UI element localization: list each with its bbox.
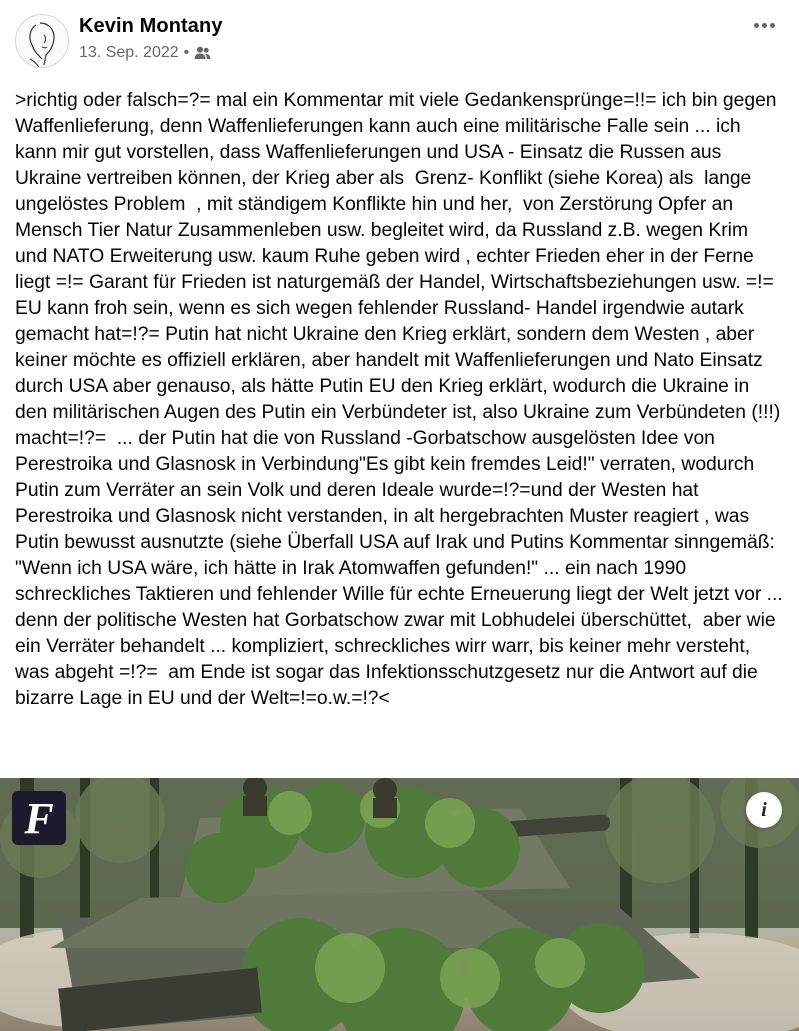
info-icon[interactable]: i bbox=[746, 792, 782, 828]
avatar-sketch-icon bbox=[16, 15, 69, 68]
post-date[interactable]: 13. Sep. 2022 bbox=[79, 44, 179, 61]
friends-icon[interactable] bbox=[194, 46, 211, 60]
more-options-dot bbox=[770, 23, 775, 28]
more-options-button[interactable] bbox=[747, 12, 781, 38]
post-header bbox=[0, 0, 799, 80]
publisher-logo[interactable]: F bbox=[12, 791, 66, 845]
more-options-icon bbox=[754, 23, 759, 28]
post-text: >richtig oder falsch=?= mal ein Kommentar mit viele Gedankensprünge=!!= ich bin gegen Waffenlieferung, denn Waffenlieferungen kann auch eine militärische Falle sein ... ich kann mir gut vorstellen, dass Waffenlieferungen und USA - Einsatz die Russen aus Ukraine vertreiben können, der Krieg aber als Grenz- Konflikt (siehe Korea) als lange ungelöstes Problem , mit ständigem Konflikte hin und her, von Zerstörung Opfer an Mensch Tier Natur Zusammenleben usw. begleitet wird, da Russland z.B. wegen Krim und NATO Erweiterung usw. kaum Ruhe geben wird , echter Frieden eher in der Ferne liegt =!= Garant für Frieden ist naturgemäß der Handel, Wirtschaftsbeziehungen usw. =!= EU kann froh sein, wenn es sich wegen fehlender Russland- Handel irgendwie autark gemacht hat=!?= Putin hat nicht Ukraine den Krieg erklärt, sondern dem Westen , aber keiner möchte es offiziell erklären, aber handelt mit Waffenlieferungen und Nato Einsatz durch USA aber genauso, als hätte Putin EU den Krieg erklärt, wodurch die Ukraine in den militärischen Augen des Putin ein Verbündeter ist, also Ukraine zum Verbündeten (!!!) macht=!?= ... der Putin hat die von Russland -Gorbatschow ausgelösten Idee von Perestroika und Glasnosk in Verbindung"Es gibt kein fremdes Leid!" verraten, wodurch Putin zum Verräter an sein Volk und deren Ideale wurde=!?=und der Westen hat Perestroika und Glasnosk nicht verstanden, in alt hergebrachten Muster reagiert , was Putin bewusst ausnutzte (siehe Überfall USA auf Irak und Putins Kommentar sinngemäß: "Wenn ich USA wäre, ich hätte in Irak Atomwaffen gefunden!" ... ein nach 1990 schreckliches Taktieren und fehlender Wille für echte Erneuerung liegt der Welt jetzt vor ... denn der politische Westen hat Gorbatschow zwar mit Lobhudelei überschüttet, aber wie ein Verräter behandelt ... kompliziert, schreckliches wirr warr, bis keiner mehr versteht, was abgeht =!?= am Ende ist sogar das Infektionsschutzgesetz nur die Antwort auf die bizarre Lage in EU und der Welt=!=o.w.=!?< bbox=[15, 90, 789, 709]
meta-separator: • bbox=[183, 44, 190, 61]
author-name[interactable]: Kevin Montany bbox=[79, 15, 223, 37]
link-preview-image[interactable] bbox=[0, 778, 799, 1031]
more-options-dot bbox=[762, 23, 767, 28]
author-avatar[interactable] bbox=[15, 14, 69, 68]
tank-photo bbox=[0, 778, 799, 1031]
post-meta bbox=[79, 44, 211, 62]
